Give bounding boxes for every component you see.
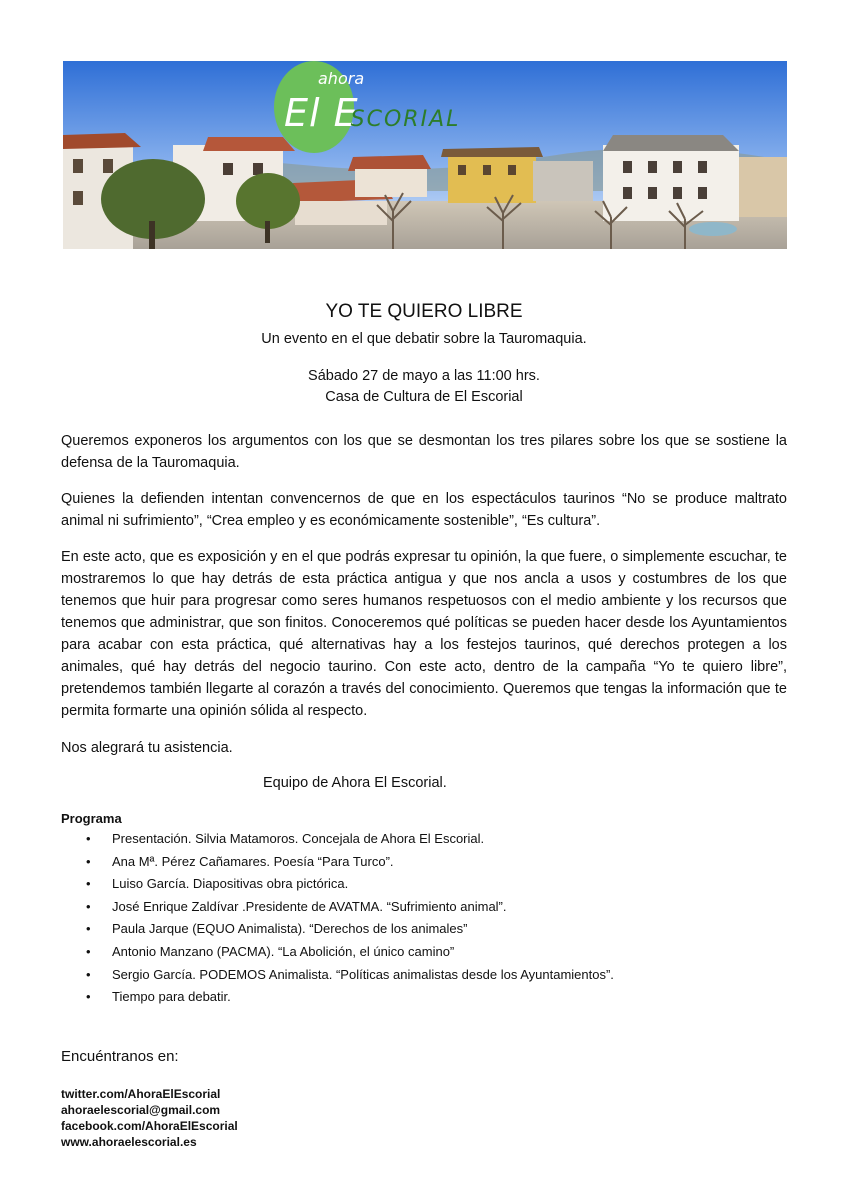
programa-list: [86, 828, 614, 1009]
programa-heading: Programa: [61, 811, 122, 826]
bullet-icon: •: [86, 876, 91, 892]
bullet-icon: •: [86, 943, 91, 959]
header-banner: [63, 61, 787, 249]
list-item-text: Antonio Manzano (PACMA). “La Abolición, el único camino”: [112, 943, 455, 959]
logo-main-text: [284, 91, 460, 135]
paragraph-arguments: Quienes la defienden intentan convencernos de que en los espectáculos taurinos “No se produce maltrato animal ni sufrimiento”, “Crea empleo y es económicamente sostenible”, “Es cultura”.: [61, 491, 787, 529]
list-item: [86, 873, 614, 896]
list-item: [86, 964, 614, 987]
bullet-icon: •: [86, 921, 91, 937]
bullet-icon: •: [86, 966, 91, 982]
twitter-link[interactable]: twitter.com/AhoraElEscorial: [61, 1087, 221, 1101]
paragraph-intro: Queremos exponeros los argumentos con los que se desmontan los tres pilares sobre los que se sostiene la defensa de la Tauromaquia.: [61, 433, 787, 471]
email-link[interactable]: ahoraelescorial@gmail.com: [61, 1103, 221, 1117]
bullet-icon: •: [86, 898, 91, 914]
list-item: [86, 851, 614, 874]
event-date: Sábado 27 de mayo a las 11:00 hrs.: [308, 368, 540, 384]
list-item: [86, 828, 614, 851]
facebook-link[interactable]: facebook.com/AhoraElEscorial: [61, 1119, 238, 1133]
list-item-text: José Enrique Zaldívar .Presidente de AVATMA. “Sufrimiento animal”.: [112, 898, 507, 914]
list-item-text: Sergio García. PODEMOS Animalista. “Políticas animalistas desde los Ayuntamientos”.: [112, 966, 614, 982]
list-item-text: Paula Jarque (EQUO Animalista). “Derechos de los animales”: [112, 921, 468, 937]
bullet-icon: •: [86, 831, 91, 846]
list-item: [86, 986, 614, 1009]
bullet-icon: •: [86, 853, 91, 869]
list-item: [86, 941, 614, 964]
document-title: YO TE QUIERO LIBRE: [325, 301, 523, 322]
find-us-heading: Encuéntranos en:: [61, 1048, 179, 1065]
logo-rest-text: SCORIAL: [350, 107, 461, 132]
paragraph-description: En este acto, que es exposición y en el que podrás expresar tu opinión, la que fuere, o simplemente escuchar, te mostraremos lo que hay detrás de esta práctica antigua y que nos ancla a usos y costumbres de los que tenemos que huir para progresar como seres humanos respetuosos con el medio ambiente y los recursos que tenemos que administrar, que son finitos. Conoceremos qué políticas se pueden hacer desde los Ayuntamientos para acabar con esta práctica, qué alternativas hay a los festejos taurinos, qué derechos protegen a los animales, qué hay detrás del negocio taurino. Con este acto, dentro de la campaña “Yo te quiero libre”, pretendemos también llegarte al corazón a través del conocimiento. Queremos que tengas la información que te permita formarte una opinión sólida al respecto.: [61, 549, 787, 719]
list-item-text: Tiempo para debatir.: [112, 989, 231, 1005]
logo-initials: El E: [284, 91, 359, 135]
list-item-text: Ana Mª. Pérez Cañamares. Poesía “Para Turco”.: [112, 853, 394, 869]
bullet-icon: •: [86, 989, 91, 1005]
list-item: [86, 896, 614, 919]
event-place: Casa de Cultura de El Escorial: [325, 389, 523, 405]
document-subtitle: Un evento en el que debatir sobre la Tauromaquia.: [261, 331, 587, 347]
ahora-el-escorial-logo[interactable]: [272, 61, 532, 161]
list-item: [86, 918, 614, 941]
paragraph-closing: Nos alegrará tu asistencia.: [61, 740, 233, 756]
contact-list: [61, 1086, 238, 1150]
team-signature: Equipo de Ahora El Escorial.: [263, 775, 447, 791]
logo-small-text: ahora: [318, 69, 365, 88]
list-item-text: Luiso García. Diapositivas obra pictórica.: [112, 876, 349, 892]
list-item-text: Presentación. Silvia Matamoros. Concejala de Ahora El Escorial.: [112, 831, 485, 846]
website-link[interactable]: www.ahoraelescorial.es: [61, 1135, 197, 1149]
